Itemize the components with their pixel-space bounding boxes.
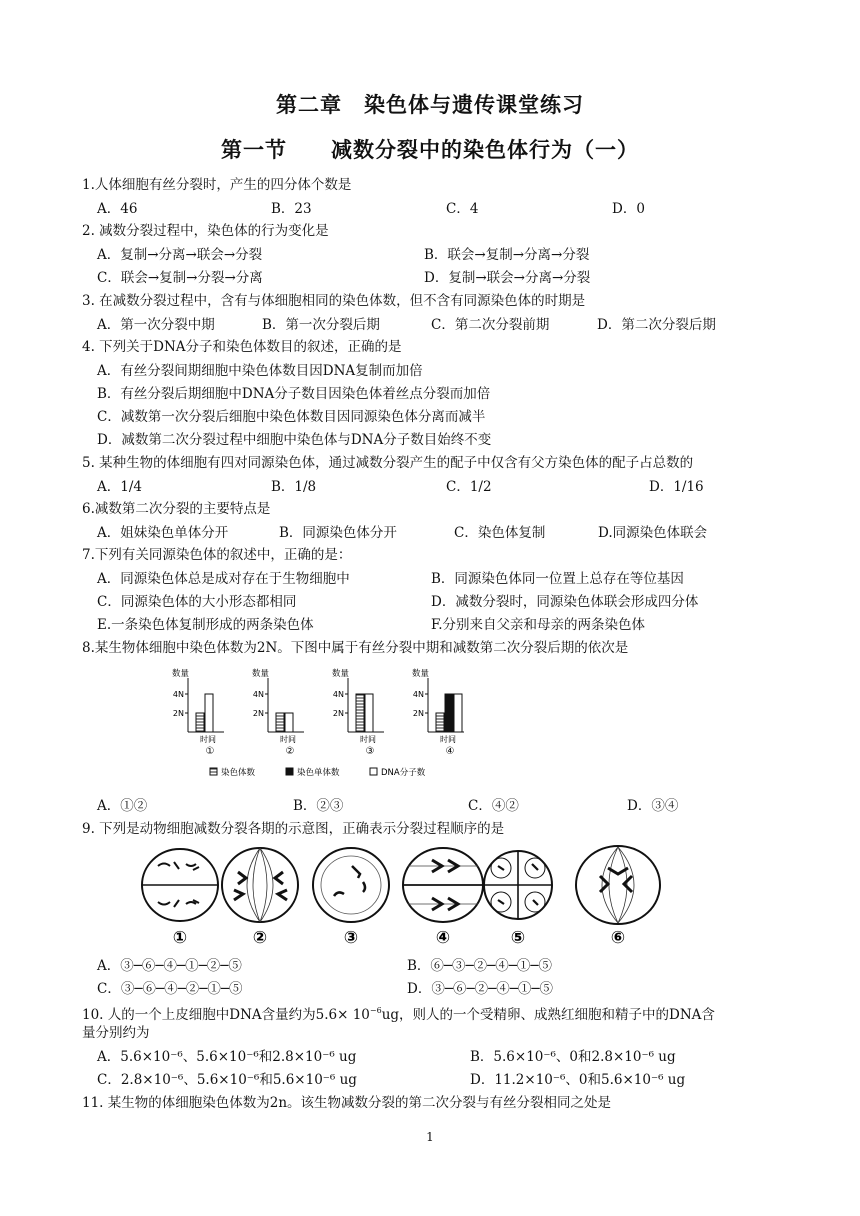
question-3-stem: 3. 在减数分裂过程中，含有与体细胞相同的染色体数，但不含有同源染色体的时期是 [82, 293, 586, 309]
cell-diagram-3 [313, 848, 389, 922]
q7-option-e: E.一条染色体复制形成的两条染色体 [97, 617, 314, 633]
q3-option-b: B．第一次分裂后期 [262, 317, 380, 333]
q6-option-d: D.同源染色体联会 [598, 525, 708, 541]
q3-option-c: C．第二次分裂前期 [431, 317, 550, 333]
q4-option-c: C．减数第一次分裂后细胞中染色体数目因同源染色体分离而减半 [97, 409, 486, 425]
q2-option-d: D．复制→联会→分离→分裂 [424, 270, 591, 286]
q1-option-a: A．46 [97, 201, 138, 217]
section-title: 第一节 减数分裂中的染色体行为（一） [221, 138, 639, 162]
legend-label-3: DNA分子数 [381, 768, 426, 778]
q8-bar-charts [150, 664, 510, 786]
bar-3 [365, 694, 373, 732]
q8-option-a: A．①② [97, 798, 148, 814]
bar-2 [445, 694, 453, 732]
question-2-stem: 2. 减数分裂过程中，染色体的行为变化是 [82, 223, 329, 239]
q5-option-a: A．1/4 [97, 479, 142, 495]
q4-option-b: B．有丝分裂后期细胞中DNA分子数目因染色体着丝点分裂而加倍 [97, 386, 491, 402]
legend-swatch-3 [370, 768, 377, 775]
bar-panel-1 [172, 668, 224, 757]
cell-diagram-6 [576, 846, 660, 924]
y-axis-label: 数量 [252, 669, 270, 679]
question-6-stem: 6.减数第二次分裂的主要特点是 [82, 501, 271, 517]
chapter-title: 第二章 染色体与遗传课堂练习 [276, 93, 584, 117]
question-9-stem: 9. 下列是动物细胞减数分裂各期的示意图，正确表示分裂过程顺序的是 [82, 821, 505, 837]
legend-swatch-2 [286, 768, 293, 775]
q2-option-b: B．联会→复制→分离→分裂 [424, 247, 590, 263]
q4-option-d: D．减数第二次分裂过程中细胞中染色体与DNA分子数目始终不变 [97, 432, 492, 448]
y-axis-label: 数量 [412, 669, 430, 679]
question-7-stem: 7.下列有关同源染色体的叙述中，正确的是： [82, 547, 352, 563]
q7-option-b: B．同源染色体同一位置上总存在等位基因 [431, 571, 684, 587]
q7-option-d: D．减数分裂时，同源染色体联会形成四分体 [431, 594, 699, 610]
y-axis-label: 数量 [172, 669, 190, 679]
question-11-stem: 11. 某生物的体细胞染色体数为2n。该生物减数分裂的第二次分裂与有丝分裂相同之处是 [82, 1095, 612, 1111]
legend-label-1: 染色体数 [221, 768, 256, 778]
q10-exponent: −6 [369, 1006, 382, 1015]
q10-stem-part-2: ug，则人的一个受精卵、成熟红细胞和精子中的DNA含 [381, 1007, 715, 1023]
legend-swatch-1 [210, 768, 217, 775]
q8-option-b: B．②③ [293, 798, 344, 814]
q1-option-d: D．0 [612, 201, 645, 217]
question-8-stem: 8.某生物体细胞中染色体数为2N。下图中属于有丝分裂中期和减数第二次分裂后期的依次是 [82, 640, 629, 656]
panel-label: ④ [445, 746, 455, 757]
q7-option-a: A．同源染色体总是成对存在于生物细胞中 [97, 571, 350, 587]
bar-3 [285, 713, 293, 732]
question-10-stem-continued: 量分别约为 [82, 1025, 150, 1041]
q4-option-a: A．有丝分裂间期细胞中染色体数目因DNA复制而加倍 [97, 363, 423, 379]
question-10-stem [82, 1002, 715, 1024]
bar-1 [436, 713, 444, 732]
panel-label: ① [205, 746, 215, 757]
q5-option-c: C．1/2 [446, 479, 492, 495]
x-axis-label: 时间 [440, 735, 456, 744]
cell-label-1: ① [172, 928, 188, 948]
cell-label-2: ② [252, 928, 268, 948]
cell-diagram-4 [403, 848, 483, 922]
x-axis-label: 时间 [360, 735, 376, 744]
tick-label-4n: 4N [332, 690, 344, 699]
bar-panel-2 [252, 668, 304, 757]
tick-label-2n: 2N [332, 709, 344, 718]
q6-option-c: C．染色体复制 [454, 525, 546, 541]
cell-diagram-1 [142, 849, 218, 921]
y-axis-label: 数量 [332, 669, 350, 679]
q8-option-d: D．③④ [627, 798, 679, 814]
legend-label-2: 染色单体数 [297, 768, 340, 778]
q8-option-c: C．④② [468, 798, 519, 814]
x-axis-label: 时间 [200, 735, 216, 744]
page-number: 1 [426, 1130, 434, 1144]
q9-option-b: B．⑥─③─②─④─①─⑤ [407, 958, 553, 974]
q10-option-c: C．2.8×10⁻⁶、5.6×10⁻⁶和5.6×10⁻⁶ ug [97, 1072, 357, 1088]
cell-label-5: ⑤ [510, 928, 526, 948]
cell-diagram-2 [222, 848, 298, 922]
cell-label-3: ③ [343, 928, 359, 948]
q9-option-d: D．③─⑥─②─④─①─⑤ [407, 981, 553, 997]
cell-diagram-5 [484, 851, 552, 919]
q2-option-a: A．复制→分离→联会→分裂 [97, 247, 263, 263]
q3-option-d: D．第二次分裂后期 [597, 317, 716, 333]
tick-label-4n: 4N [252, 690, 264, 699]
tick-label-2n: 2N [172, 709, 184, 718]
panel-label: ② [285, 746, 295, 757]
q7-option-c: C．同源染色体的大小形态都相同 [97, 594, 297, 610]
bar-1 [276, 713, 284, 732]
q6-option-a: A．姐妹染色单体分开 [97, 525, 229, 541]
q9-cell-diagrams [138, 844, 668, 950]
bar-3 [454, 694, 462, 732]
q2-option-c: C．联会→复制→分裂→分离 [97, 270, 263, 286]
bar-panel-3 [332, 668, 384, 757]
q9-option-c: C．③─⑥─④─②─①─⑤ [97, 981, 243, 997]
tick-label-4n: 4N [412, 690, 424, 699]
q10-option-d: D．11.2×10⁻⁶、0和5.6×10⁻⁶ ug [470, 1072, 686, 1088]
panel-label: ③ [365, 746, 375, 757]
q10-option-a: A．5.6×10⁻⁶、5.6×10⁻⁶和2.8×10⁻⁶ ug [97, 1049, 357, 1065]
bar-3 [205, 694, 213, 732]
q6-option-b: B．同源染色体分开 [279, 525, 397, 541]
tick-label-4n: 4N [172, 690, 184, 699]
bar-panel-4 [412, 668, 464, 757]
q3-option-a: A．第一次分裂中期 [97, 317, 215, 333]
q10-stem-part-1: 10. 人的一个上皮细胞中DNA含量约为5.6× 10 [82, 1007, 370, 1023]
question-5-stem: 5. 某种生物的体细胞有四对同源染色体，通过减数分裂产生的配子中仅含有父方染色体的配子占总数的 [82, 455, 694, 471]
cell-label-6: ⑥ [610, 928, 626, 948]
tick-label-2n: 2N [412, 709, 424, 718]
bar-1 [356, 694, 364, 732]
x-axis-label: 时间 [280, 735, 296, 744]
q1-option-b: B．23 [271, 201, 312, 217]
q10-option-b: B．5.6×10⁻⁶、0和2.8×10⁻⁶ ug [470, 1049, 676, 1065]
q5-option-b: B．1/8 [271, 479, 317, 495]
tick-label-2n: 2N [252, 709, 264, 718]
bar-1 [196, 713, 204, 732]
q9-option-a: A．③─⑥─④─①─②─⑤ [97, 958, 242, 974]
q7-option-f: F.分别来自父亲和母亲的两条染色体 [431, 617, 646, 633]
question-1-stem: 1.人体细胞有丝分裂时，产生的四分体个数是 [82, 177, 352, 193]
cell-label-4: ④ [435, 928, 451, 948]
q1-option-c: C．4 [446, 201, 479, 217]
question-4-stem: 4. 下列关于DNA分子和染色体数目的叙述，正确的是 [82, 339, 402, 355]
q5-option-d: D．1/16 [649, 479, 704, 495]
